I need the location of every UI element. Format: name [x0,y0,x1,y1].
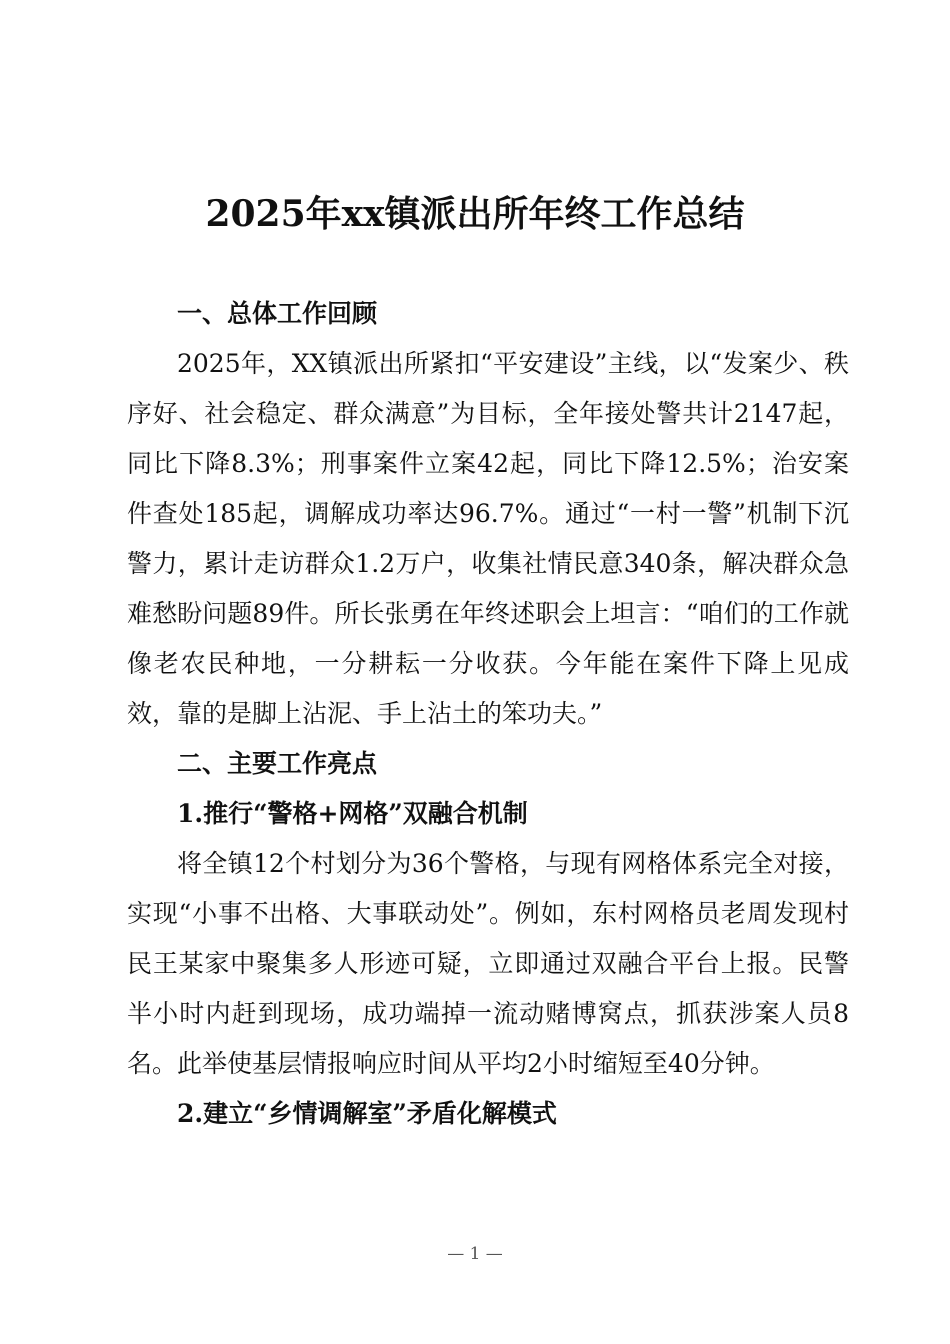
document-body [127,289,849,1139]
section-heading-overview: 一、总体工作回顾 [177,299,378,328]
document-title: 2025年xx镇派出所年终工作总结 [205,193,745,235]
subsection-heading-mediation-room: 2.建立“乡情调解室”矛盾化解模式 [177,1099,557,1128]
overview-paragraph: 2025年，XX镇派出所紧扣“平安建设”主线，以“发案少、秩序好、社会稳定、群众满意”为目标，全年接处警共计2147起，同比下降8.3%；刑事案件立案42起，同比下降12.5%；治安案件查处185起，调解成功率达96.7%。通过“一村一警”机制下沉警力，累计走访群众1.2万户，收集社情民意340条，解决群众急难愁盼问题89件。所长张勇在年终述职会上坦言：“咱们的工作就像老农民种地，一分耕耘一分收获。今年能在案件下降上见成效，靠的是脚上沾泥、手上沾土的笨功夫。” [127,349,849,728]
section-heading-highlights: 二、主要工作亮点 [177,749,378,778]
subsection-heading-grid-mechanism: 1.推行“警格+网格”双融合机制 [177,799,528,828]
grid-mechanism-paragraph: 将全镇12个村划分为36个警格，与现有网格体系完全对接，实现“小事不出格、大事联动处”。例如，东村网格员老周发现村民王某家中聚集多人形迹可疑，立即通过双融合平台上报。民警半小时内赶到现场，成功端掉一流动赌博窝点，抓获涉案人员8名。此举使基层情报响应时间从平均2小时缩短至40分钟。 [127,849,849,1078]
page-number: — 1 — [447,1244,503,1264]
